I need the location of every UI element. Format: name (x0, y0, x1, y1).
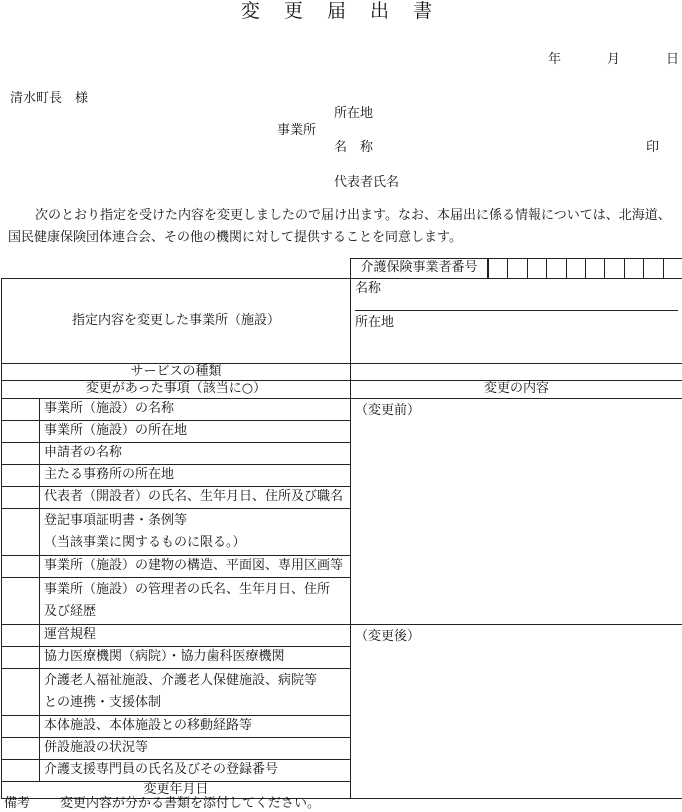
document-title: 変 更 届 出 書 (240, 0, 442, 22)
office-label: 事業所 (277, 123, 317, 138)
item-mark-cell[interactable] (2, 646, 40, 668)
change-item: 事業所（施設）の名称 (40, 398, 351, 420)
change-before-area[interactable] (351, 398, 682, 624)
care-number-digit[interactable] (527, 259, 546, 278)
care-number-digit[interactable] (488, 259, 507, 278)
facility-address-label: 所在地 (355, 315, 395, 330)
care-number-digit[interactable] (585, 259, 604, 278)
item-mark-cell[interactable] (2, 508, 40, 555)
change-after-label: （変更後） (355, 628, 421, 644)
remarks-label: 備考 (4, 796, 31, 811)
facility-address-field[interactable] (355, 311, 678, 363)
change-item: 事業所（施設）の建物の構造、平面図、専用区画等 (40, 555, 351, 577)
care-number-digit[interactable] (546, 259, 565, 278)
item-mark-cell[interactable] (2, 486, 40, 508)
care-number-digit[interactable] (507, 259, 526, 278)
item-mark-cell[interactable] (2, 715, 40, 737)
service-type-label: サービスの種類 (2, 364, 351, 381)
change-before-label: （変更前） (355, 402, 421, 418)
change-item-text: 事業所（施設）の管理者の氏名、生年月日、住所 及び経歴 (44, 581, 331, 619)
care-number-digit[interactable] (604, 259, 623, 278)
change-item (40, 577, 351, 624)
change-item: 申請者の名称 (40, 442, 351, 464)
care-number-digit[interactable] (624, 259, 643, 278)
item-mark-cell[interactable] (2, 420, 40, 442)
item-mark-cell[interactable] (2, 577, 40, 624)
change-after-area[interactable] (351, 624, 682, 798)
care-number-label: 介護保険事業者番号 (351, 259, 488, 279)
care-number-digit[interactable] (643, 259, 662, 278)
care-number-digit[interactable] (663, 259, 682, 278)
date-day: 日 (666, 52, 680, 67)
change-item: 介護支援専門員の氏名及びその登録番号 (40, 759, 351, 781)
change-item: 本体施設、本体施設との移動経路等 (40, 715, 351, 737)
facility-name-label: 名称 (355, 281, 382, 296)
item-mark-cell[interactable] (2, 668, 40, 715)
changed-items-header: 変更があった事項（該当に○） (2, 381, 351, 398)
office-address-label: 所在地 (334, 106, 374, 121)
addressee: 清水町長 様 (10, 91, 89, 106)
care-number-input[interactable] (488, 259, 682, 279)
facility-name-field[interactable] (355, 279, 678, 311)
representative-label: 代表者氏名 (334, 175, 400, 190)
change-item: 事業所（施設）の所在地 (40, 420, 351, 442)
seal-mark: 印 (646, 140, 660, 155)
date-year: 年 (548, 52, 562, 67)
item-mark-cell[interactable] (2, 398, 40, 420)
facility-label: 指定内容を変更した事業所（施設） (2, 279, 351, 364)
change-item-text: 介護老人福祉施設、介護老人保健施設、病院等 との連携・支援体制 (44, 672, 318, 710)
change-content-header: 変更の内容 (351, 381, 682, 398)
facility-fields (351, 279, 682, 364)
item-mark-cell[interactable] (2, 759, 40, 781)
change-item: 併設施設の状況等 (40, 737, 351, 759)
change-item: 協力医療機関（病院）・協力歯科医療機関 (40, 646, 351, 668)
change-date-label: 変更年月日 (2, 781, 351, 798)
item-mark-cell[interactable] (2, 464, 40, 486)
office-name-label: 名 称 (334, 140, 374, 155)
change-item: 主たる事務所の所在地 (40, 464, 351, 486)
date-month: 月 (607, 52, 621, 67)
change-item: 代表者（開設者）の氏名、生年月日、住所及び職名 (40, 486, 351, 508)
intro-text: 次のとおり指定を受けた内容を変更しましたので届け出ます。なお、本届出に係る情報については、北海道、国民健康保険団体連合会、その他の機関に対して提供することを同意します。 (8, 208, 671, 245)
change-item (40, 508, 351, 555)
item-mark-cell[interactable] (2, 624, 40, 646)
care-number-digit[interactable] (566, 259, 585, 278)
change-item-text: 登記事項証明書・条例等 （当該事業に関するものに限る。） (44, 512, 246, 550)
service-type-field[interactable] (351, 364, 682, 381)
item-mark-cell[interactable] (2, 555, 40, 577)
item-mark-cell[interactable] (2, 442, 40, 464)
item-mark-cell[interactable] (2, 737, 40, 759)
change-item (40, 668, 351, 715)
remarks-text: 変更内容が分かる書類を添付してください。 (60, 796, 321, 811)
change-item: 運営規程 (40, 624, 351, 646)
change-form-table (1, 258, 682, 799)
